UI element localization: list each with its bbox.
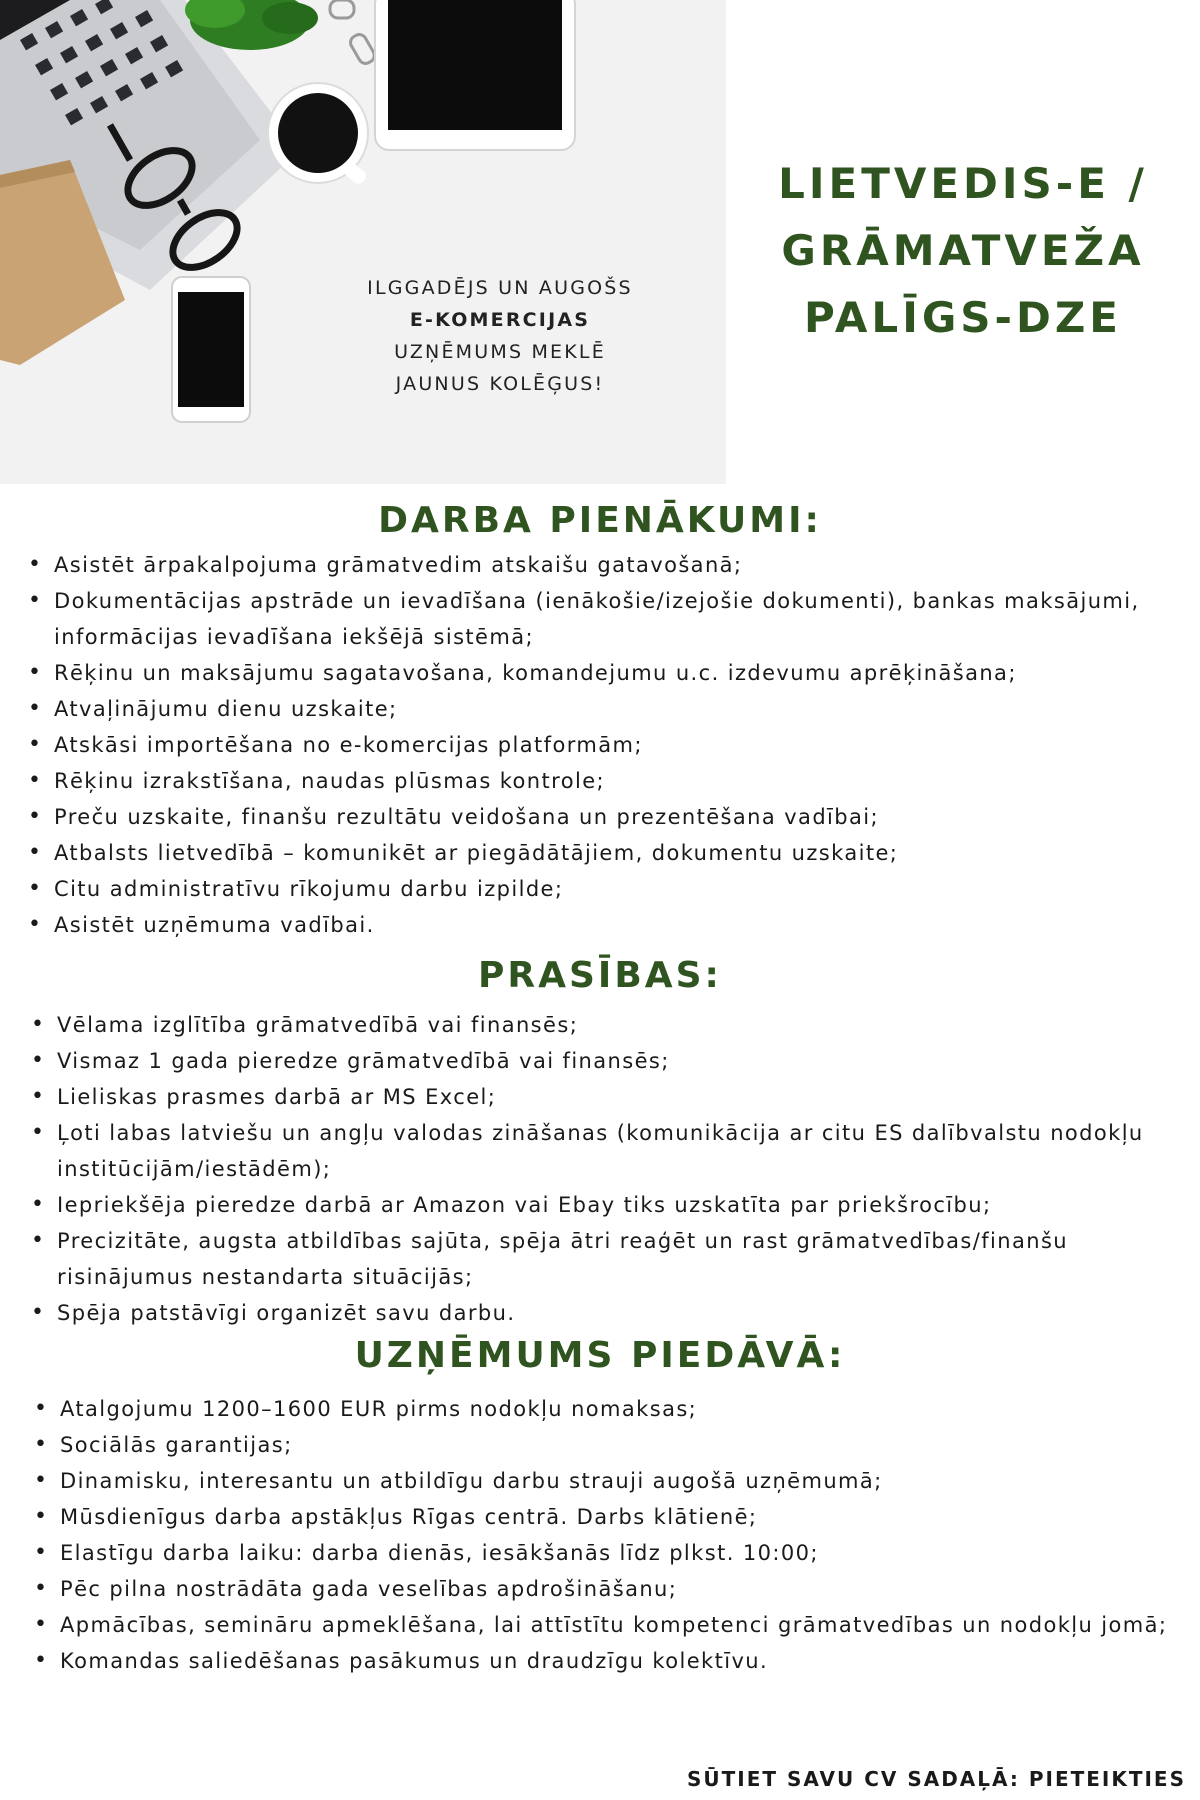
job-title <box>726 150 1200 351</box>
list-item: • Pēc pilna nostrādāta gada veselības apdrošināšanu; <box>32 1571 1182 1607</box>
phone-icon <box>172 277 250 422</box>
desk-illustration <box>0 0 726 484</box>
job-title-line-2: GRĀMATVEŽA <box>781 226 1145 275</box>
hero-banner <box>0 0 1200 484</box>
tagline-line-3: UZŅĒMUMS MEKLĒ <box>394 341 606 363</box>
offer-heading: UZŅĒMUMS PIEDĀVĀ: <box>354 1335 846 1376</box>
list-item: • Vēlama izglītība grāmatvedībā vai finansēs; <box>29 1007 1179 1043</box>
list-item: • Vismaz 1 gada pieredze grāmatvedībā vai finansēs; <box>29 1043 1179 1079</box>
desk-photo <box>0 0 726 484</box>
list-item: • Precizitāte, augsta atbildības sajūta, spēja ātri reaģēt un rast grāmatvedības/finanšu risinājumus nestandarta situācijās; <box>29 1223 1179 1295</box>
list-item: • Elastīgu darba laiku: darba dienās, iesākšanās līdz plkst. 10:00; <box>32 1535 1182 1571</box>
list-item: • Apmācības, semināru apmeklēšana, lai attīstītu kompetenci grāmatvedības un nodokļu jomā; <box>32 1607 1182 1643</box>
apply-call-to-action: SŪTIET SAVU CV SADAĻĀ: PIETEIKTIES <box>687 1767 1186 1791</box>
list-item: • Atvaļinājumu dienu uzskaite; <box>26 691 1176 727</box>
list-item: • Iepriekšēja pieredze darbā ar Amazon vai Ebay tiks uzskatīta par priekšrocību; <box>29 1187 1179 1223</box>
duties-heading: DARBA PIENĀKUMI: <box>378 500 822 541</box>
tablet-icon <box>375 0 575 150</box>
tagline-line-2: E-KOMERCIJAS <box>409 309 591 331</box>
list-item: • Mūsdienīgus darba apstākļus Rīgas centrā. Darbs klātienē; <box>32 1499 1182 1535</box>
duties-list <box>26 547 1176 943</box>
list-item: • Asistēt uzņēmuma vadībai. <box>26 907 1176 943</box>
list-item: • Spēja patstāvīgi organizēt savu darbu. <box>29 1295 1179 1331</box>
tagline-line-1: ILGGADĒJS UN AUGOŠS <box>367 277 633 299</box>
tagline-line-4: JAUNUS KOLĒĢUS! <box>395 373 605 395</box>
list-item: • Lieliskas prasmes darbā ar MS Excel; <box>29 1079 1179 1115</box>
requirements-list <box>29 1007 1179 1331</box>
list-item: • Citu administratīvu rīkojumu darbu izpilde; <box>26 871 1176 907</box>
hero-tagline <box>340 272 660 400</box>
list-item: • Rēķinu un maksājumu sagatavošana, komandejumu u.c. izdevumu aprēķināšana; <box>26 655 1176 691</box>
list-item: • Atalgojumu 1200–1600 EUR pirms nodokļu nomaksas; <box>32 1391 1182 1427</box>
list-item: • Asistēt ārpakalpojuma grāmatvedim atskaišu gatavošanā; <box>26 547 1176 583</box>
list-item: • Atskāsi importēšana no e-komercijas platformām; <box>26 727 1176 763</box>
list-item: • Komandas saliedēšanas pasākumus un draudzīgu kolektīvu. <box>32 1643 1182 1679</box>
job-title-line-1: LIETVEDIS-E / <box>778 159 1148 208</box>
list-item: • Dinamisku, interesantu un atbildīgu darbu strauji augošā uzņēmumā; <box>32 1463 1182 1499</box>
list-item: • Sociālās garantijas; <box>32 1427 1182 1463</box>
list-item: • Preču uzskaite, finanšu rezultātu veidošana un prezentēšana vadībai; <box>26 799 1176 835</box>
list-item: • Ļoti labas latviešu un angļu valodas zināšanas (komunikācija ar citu ES dalībvalstu nodokļu institūcijām/iestādēm); <box>29 1115 1179 1187</box>
job-title-line-3: PALĪGS-DZE <box>804 293 1122 342</box>
list-item: • Dokumentācijas apstrāde un ievadīšana (ienākošie/izejošie dokumenti), bankas maksājumi, informācijas ievadīšana iekšējā sistēmā; <box>26 583 1176 655</box>
offer-list <box>32 1391 1182 1679</box>
requirements-heading: PRASĪBAS: <box>478 955 722 996</box>
list-item: • Rēķinu izrakstīšana, naudas plūsmas kontrole; <box>26 763 1176 799</box>
list-item: • Atbalsts lietvedībā – komunikēt ar piegādātājiem, dokumentu uzskaite; <box>26 835 1176 871</box>
